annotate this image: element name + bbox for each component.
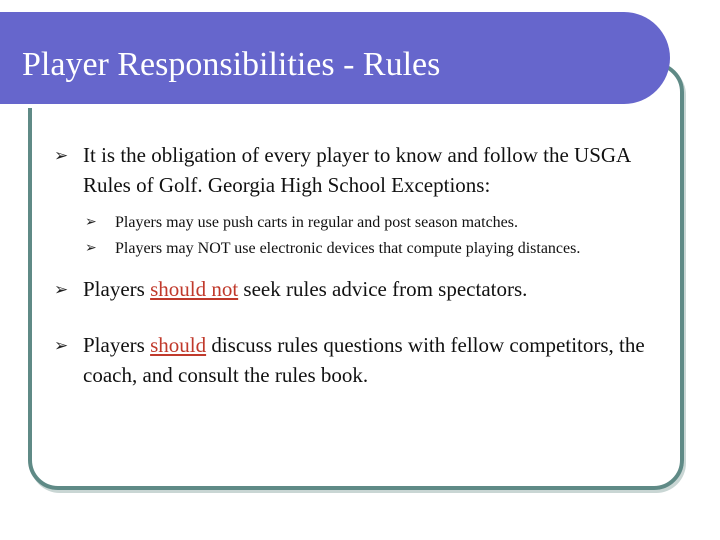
sub-bullet-item: [83, 210, 680, 236]
arrow-bullet-icon: ➢: [85, 215, 97, 230]
bullet-list: [50, 140, 680, 390]
arrow-bullet-icon: ➢: [54, 146, 69, 165]
title-underline: [0, 104, 638, 108]
sub-bullet-item: [83, 236, 680, 262]
arrow-bullet-icon: ➢: [54, 336, 69, 355]
bullet-text-post: discuss rules questions with fellow competitors, the coach, and consult the rules book.: [83, 333, 645, 387]
bullet-text-post: seek rules advice from spectators.: [238, 277, 528, 301]
slide-title: Player Responsibilities - Rules: [22, 46, 441, 83]
bullet-item: [50, 274, 680, 304]
highlighted-phrase: should: [150, 333, 207, 357]
bullet-text-pre: Players: [83, 333, 151, 357]
arrow-bullet-icon: ➢: [85, 241, 97, 256]
title-bar: [0, 12, 670, 104]
sub-bullet-list: [83, 210, 680, 262]
bullet-item: [50, 140, 680, 262]
sub-bullet-text: Players may use push carts in regular and post season matches.: [115, 214, 519, 231]
bullet-text: It is the obligation of every player to know and follow the USGA Rules of Golf. Georgia High School Exceptions:: [83, 143, 631, 197]
arrow-bullet-icon: ➢: [54, 280, 69, 299]
bullet-text-pre: Players: [83, 277, 151, 301]
bullet-item: [50, 330, 680, 390]
highlighted-phrase: should not: [150, 277, 239, 301]
sub-bullet-text: Players may NOT use electronic devices that compute playing distances.: [115, 240, 581, 257]
